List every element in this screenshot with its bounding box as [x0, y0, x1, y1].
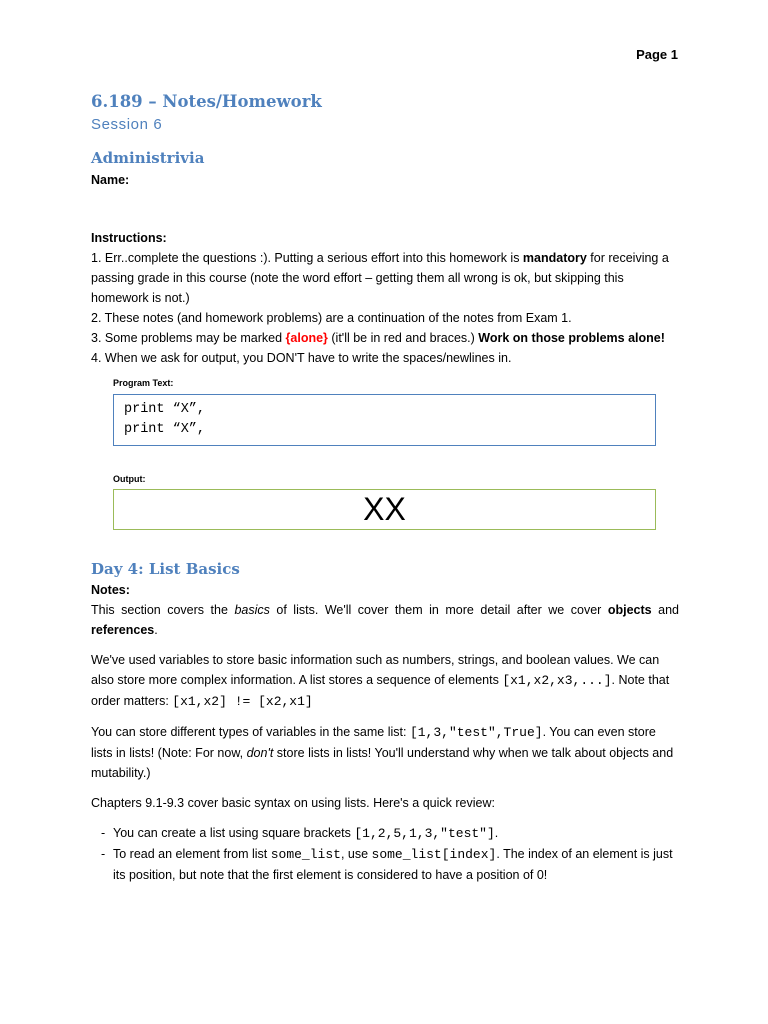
code-line: print “X”,: [124, 402, 206, 417]
day4-paragraph-1: This section covers the basics of lists. We'll cover them in more detail after we cover objects and references.: [91, 603, 679, 637]
session-subtitle: Session 6: [91, 116, 163, 133]
instructions-label: Instructions:: [91, 231, 167, 245]
administrivia-heading: Administrivia: [91, 149, 205, 167]
program-text-label: Program Text:: [113, 378, 174, 388]
notes-label: Notes:: [91, 583, 130, 597]
output-label: Output:: [113, 474, 146, 484]
instruction-item-4: 4. When we ask for output, you DON'T have to write the spaces/newlines in.: [91, 351, 512, 365]
day4-paragraph-3: You can store different types of variables in the same list: [1,3,"test",True]. You can even store lists in lists! (Note: For now, don't store lists in lists! You'll understand why when we talk about objects and mutability.): [91, 725, 674, 780]
day4-heading: Day 4: List Basics: [91, 560, 240, 578]
list-item: - You can create a list using square brackets [1,2,5,1,3,"test"].: [101, 826, 499, 841]
instruction-item-2: 2. These notes (and homework problems) are a continuation of the notes from Exam 1.: [91, 311, 572, 325]
page-number: Page 1: [636, 47, 678, 62]
program-text-box: [113, 394, 656, 446]
code-line: print “X”,: [124, 422, 206, 437]
name-label: Name:: [91, 173, 130, 187]
output-box: [113, 489, 656, 530]
document-title: 6.189 – Notes/Homework: [91, 92, 322, 111]
list-item: - To read an element from list some_list, use some_list[index]. The index of an element is just its position, but note that the first element is considered to have a position of 0!: [101, 847, 673, 882]
page-content: [91, 92, 679, 885]
instruction-item-1: 1. Err..complete the questions :). Putting a serious effort into this homework is mandatory for receiving a passing grade in this course (note the word effort – getting them all wrong is ok, but skipping this homework is not.): [91, 251, 669, 305]
day4-paragraph-4: Chapters 9.1-9.3 cover basic syntax on using lists. Here's a quick review:: [91, 796, 495, 810]
output-value: XX: [363, 491, 406, 527]
instruction-item-3: 3. Some problems may be marked {alone} (it'll be in red and braces.) Work on those problems alone!: [91, 331, 665, 345]
review-list: [91, 823, 679, 885]
day4-paragraph-2: We've used variables to store basic information such as numbers, strings, and boolean values. We can also store more complex information. A list stores a sequence of elements [x1,x2,x3,...]. Note that order matters: [x1,x2] != [x2,x1]: [91, 653, 670, 709]
